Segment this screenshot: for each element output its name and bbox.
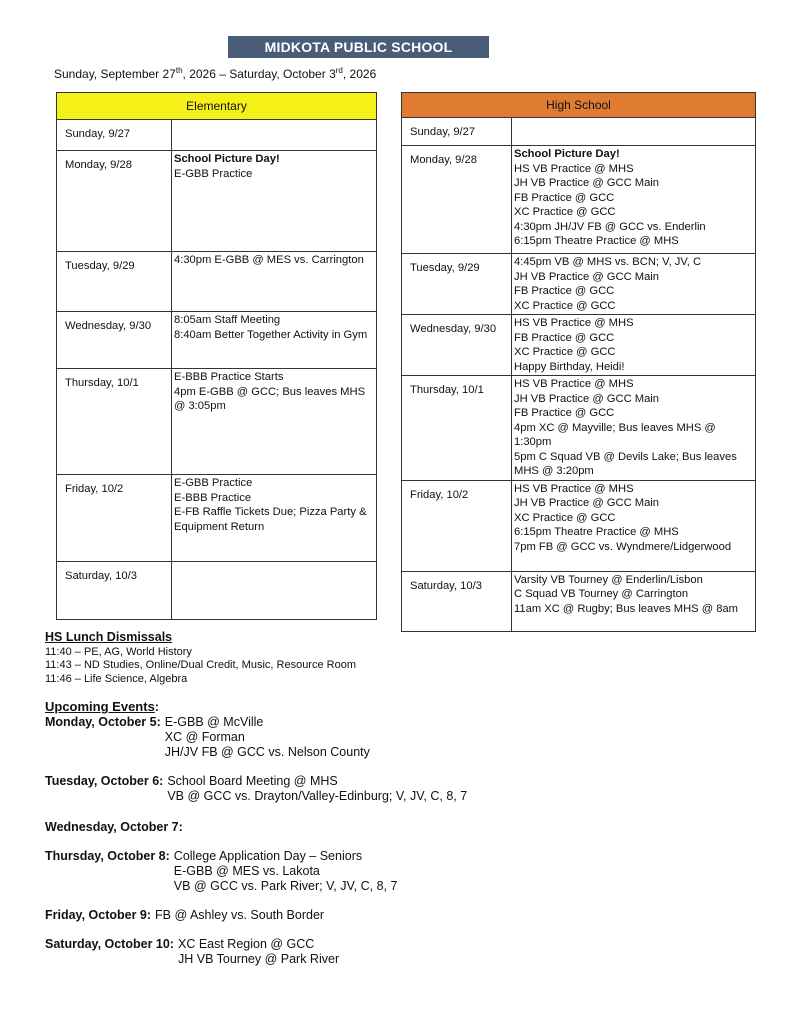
high-school-event: Varsity VB Tourney @ Enderlin/Lisbon xyxy=(514,573,703,586)
lunch-item: 11:43 – ND Studies, Online/Dual Credit, Music, Resource Room xyxy=(45,659,356,671)
high-school-event: JH VB Practice @ GCC Main xyxy=(514,497,660,509)
high-school-event: School Picture Day! xyxy=(514,148,620,160)
school-title xyxy=(228,36,489,58)
upcoming-day-label: Tuesday, October 6: xyxy=(45,774,164,788)
elementary-row xyxy=(57,312,377,369)
week-range-end-suffix: rd xyxy=(335,66,343,75)
elementary-day-label: Sunday, 9/27 xyxy=(65,128,131,140)
upcoming-event: VB @ GCC vs. Drayton/Valley-Edinburg; V, JV, C, 8, 7 xyxy=(167,789,468,803)
high-school-events-cell xyxy=(512,254,756,315)
elementary-row xyxy=(57,120,377,151)
elementary-event: E-BBB Practice xyxy=(174,491,252,504)
high-school-day-label: Friday, 10/2 xyxy=(410,488,469,501)
upcoming-day xyxy=(45,937,339,967)
high-school-event: XC Practice @ GCC xyxy=(514,511,616,524)
hs-lunch-dismissals xyxy=(45,631,356,686)
elementary-day-label: Tuesday, 9/29 xyxy=(65,260,135,272)
high-school-day-cell xyxy=(402,376,512,481)
elementary-row xyxy=(57,252,377,312)
high-school-event: 5pm C Squad VB @ Devils Lake; Bus leaves MHS @ 3:20pm xyxy=(514,450,737,477)
high-school-day-cell xyxy=(402,315,512,376)
high-school-events-cell xyxy=(512,480,756,571)
elementary-day-cell xyxy=(57,562,172,620)
elementary-events-cell xyxy=(172,151,377,252)
upcoming-event: XC @ Forman xyxy=(164,730,245,744)
high-school-event: 4:45pm VB @ MHS vs. BCN; V, JV, C xyxy=(514,256,702,268)
high-school-schedule-table xyxy=(401,92,756,632)
week-range-start-suffix: th xyxy=(175,66,183,75)
upcoming-day xyxy=(45,908,324,923)
high-school-event: HS VB Practice @ MHS xyxy=(514,317,634,329)
upcoming-day-label: Monday, October 5: xyxy=(45,715,161,729)
lunch-list xyxy=(45,646,356,687)
high-school-event: 11am XC @ Rugby; Bus leaves MHS @ 8am xyxy=(514,602,738,615)
high-school-event: Happy Birthday, Heidi! xyxy=(514,360,625,373)
upcoming-day xyxy=(45,849,397,894)
elementary-header-label: Elementary xyxy=(186,98,247,113)
upcoming-event: VB @ GCC vs. Park River; V, JV, C, 8, 7 xyxy=(173,879,398,893)
week-range xyxy=(54,66,376,81)
high-school-header-label: High School xyxy=(546,97,611,112)
upcoming-day-events xyxy=(155,908,324,923)
upcoming-event: School Board Meeting @ MHS xyxy=(167,774,338,788)
upcoming-day xyxy=(45,774,467,804)
high-school-event: 7pm FB @ GCC vs. Wyndmere/Lidgerwood xyxy=(514,540,732,553)
elementary-events-cell xyxy=(172,120,377,151)
elementary-event: E-BBB Practice Starts xyxy=(174,371,284,383)
high-school-event: XC Practice @ GCC xyxy=(514,206,616,218)
upcoming-day xyxy=(45,820,187,835)
high-school-day-cell xyxy=(402,146,512,254)
elementary-row xyxy=(57,369,377,475)
high-school-event: 4pm XC @ Mayville; Bus leaves MHS @ 1:30pm xyxy=(514,421,716,448)
upcoming-event: JH VB Tourney @ Park River xyxy=(177,952,340,966)
high-school-event: HS VB Practice @ MHS xyxy=(514,482,634,495)
elementary-events-cell xyxy=(172,475,377,562)
elementary-events-cell xyxy=(172,312,377,369)
upcoming-event: E-GBB @ MES vs. Lakota xyxy=(173,864,320,878)
upcoming-day-label: Thursday, October 8: xyxy=(45,849,170,863)
high-school-day-cell xyxy=(402,118,512,146)
upcoming-day-events xyxy=(178,937,339,967)
high-school-day-label: Monday, 9/28 xyxy=(410,154,477,166)
high-school-event: FB Practice @ GCC xyxy=(514,285,615,297)
elementary-events-cell xyxy=(172,252,377,312)
elementary-event: 4pm E-GBB @ GCC; Bus leaves MHS @ 3:05pm xyxy=(174,385,366,412)
upcoming-day-events xyxy=(174,849,398,894)
elementary-row xyxy=(57,562,377,620)
high-school-row xyxy=(402,480,756,571)
high-school-day-label: Wednesday, 9/30 xyxy=(410,323,497,335)
elementary-event: 8:40am Better Together Activity in Gym xyxy=(174,328,368,341)
high-school-row xyxy=(402,571,756,631)
elementary-event: School Picture Day! xyxy=(174,153,280,165)
high-school-event: FB Practice @ GCC xyxy=(514,191,615,204)
high-school-event: C Squad VB Tourney @ Carrington xyxy=(514,588,689,600)
upcoming-event: College Application Day – Seniors xyxy=(173,849,363,863)
high-school-row xyxy=(402,146,756,254)
high-school-event: XC Practice @ GCC xyxy=(514,346,616,358)
elementary-row xyxy=(57,475,377,562)
high-school-day-cell xyxy=(402,254,512,315)
upcoming-day-label: Wednesday, October 7: xyxy=(45,820,183,834)
upcoming-event: FB @ Ashley vs. South Border xyxy=(155,908,325,922)
high-school-event: JH VB Practice @ GCC Main xyxy=(514,270,660,283)
high-school-day-label: Sunday, 9/27 xyxy=(410,126,476,138)
elementary-event: 4:30pm E-GBB @ MES vs. Carrington xyxy=(174,254,364,266)
elementary-event: E-GBB Practice xyxy=(174,167,253,180)
week-range-middle: , 2026 – Saturday, October 3 xyxy=(182,67,336,81)
high-school-header xyxy=(402,93,756,118)
high-school-events-cell xyxy=(512,146,756,254)
elementary-day-label: Saturday, 10/3 xyxy=(65,570,137,582)
upcoming-heading: Upcoming Events xyxy=(45,699,155,714)
high-school-events-cell xyxy=(512,376,756,481)
upcoming-event: E-GBB @ McVille xyxy=(164,715,264,729)
high-school-event: 4:30pm JH/JV FB @ GCC vs. Enderlin xyxy=(514,220,706,233)
upcoming-day-label: Saturday, October 10: xyxy=(45,937,174,951)
high-school-day-label: Saturday, 10/3 xyxy=(410,579,482,592)
high-school-events-cell xyxy=(512,118,756,146)
high-school-events-cell xyxy=(512,571,756,631)
high-school-day-label: Thursday, 10/1 xyxy=(410,384,484,396)
school-title-text: MIDKOTA PUBLIC SCHOOL xyxy=(264,39,453,55)
high-school-day-cell xyxy=(402,571,512,631)
elementary-day-label: Friday, 10/2 xyxy=(65,483,124,495)
high-school-row xyxy=(402,254,756,315)
week-range-end: , 2026 xyxy=(342,67,377,81)
elementary-header xyxy=(57,93,377,120)
high-school-event: HS VB Practice @ MHS xyxy=(514,162,634,175)
elementary-row xyxy=(57,151,377,252)
upcoming-heading-colon: : xyxy=(154,700,159,714)
high-school-row xyxy=(402,315,756,376)
high-school-day-cell xyxy=(402,480,512,571)
high-school-event: 6:15pm Theatre Practice @ MHS xyxy=(514,235,679,247)
high-school-row xyxy=(402,376,756,481)
high-school-row xyxy=(402,118,756,146)
elementary-day-label: Wednesday, 9/30 xyxy=(65,320,152,332)
high-school-event: JH VB Practice @ GCC Main xyxy=(514,177,660,189)
elementary-event: 8:05am Staff Meeting xyxy=(174,314,281,326)
week-range-start: Sunday, September 27 xyxy=(54,67,176,81)
lunch-item: 11:40 – PE, AG, World History xyxy=(45,645,192,658)
lunch-item: 11:46 – Life Science, Algebra xyxy=(45,672,188,685)
lunch-heading: HS Lunch Dismissals xyxy=(45,630,173,644)
elementary-day-cell xyxy=(57,120,172,151)
high-school-event: XC Practice @ GCC xyxy=(514,299,616,312)
elementary-schedule-table xyxy=(56,92,377,620)
elementary-day-label: Monday, 9/28 xyxy=(65,159,132,171)
upcoming-event: XC East Region @ GCC xyxy=(177,937,315,951)
high-school-event: FB Practice @ GCC xyxy=(514,407,615,419)
elementary-day-cell xyxy=(57,312,172,369)
upcoming-events xyxy=(45,699,468,966)
high-school-event: JH VB Practice @ GCC Main xyxy=(514,392,660,405)
upcoming-day-events xyxy=(167,774,467,804)
elementary-events-cell xyxy=(172,369,377,475)
high-school-event: 6:15pm Theatre Practice @ MHS xyxy=(514,526,679,538)
high-school-day-label: Tuesday, 9/29 xyxy=(410,262,480,274)
high-school-events-cell xyxy=(512,315,756,376)
elementary-day-cell xyxy=(57,151,172,252)
elementary-day-cell xyxy=(57,475,172,562)
upcoming-event: JH/JV FB @ GCC vs. Nelson County xyxy=(164,745,370,759)
upcoming-day-events xyxy=(165,715,370,760)
elementary-day-cell xyxy=(57,369,172,475)
upcoming-day-label: Friday, October 9: xyxy=(45,908,152,922)
elementary-event: E-FB Raffle Tickets Due; Pizza Party & Equipment Return xyxy=(174,506,367,533)
elementary-day-cell xyxy=(57,252,172,312)
elementary-day-label: Thursday, 10/1 xyxy=(65,377,139,389)
high-school-event: FB Practice @ GCC xyxy=(514,331,615,344)
upcoming-day xyxy=(45,715,370,760)
high-school-event: HS VB Practice @ MHS xyxy=(514,378,634,390)
elementary-event: E-GBB Practice xyxy=(174,477,253,489)
elementary-events-cell xyxy=(172,562,377,620)
